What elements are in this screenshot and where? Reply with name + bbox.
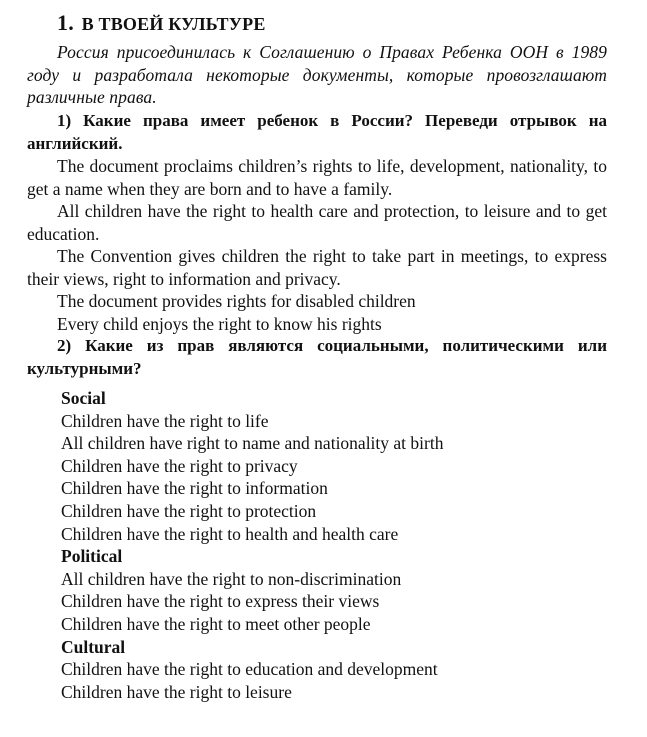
section-title: В ТВОЕЙ КУЛЬТУРЕ <box>81 14 266 34</box>
list-item: All children have the right to non-discrimination <box>61 568 402 589</box>
list-item: Children have the right to health and health care <box>61 523 399 544</box>
section-number: 1. <box>57 10 74 35</box>
translation-paragraph: The document provides rights for disabled children <box>57 291 416 311</box>
list-item: Children have the right to privacy <box>61 455 298 476</box>
intro-paragraph: Россия присоединилась к Соглашению о Правах Ребенка ООН в 1989 году и разработала некоторые документы, которые провозглашают различные права. <box>27 42 607 107</box>
translation-block <box>27 155 607 335</box>
translation-paragraph: The document proclaims children’s rights to life, development, nationality, to get a name when they are born and to have a family. <box>27 156 607 199</box>
list-item: Children have the right to information <box>61 478 328 499</box>
rights-categories <box>61 387 621 703</box>
translation-paragraph: Every child enjoys the right to know his rights <box>57 313 382 334</box>
category-political-title: Political <box>61 546 123 567</box>
category-social-title: Social <box>61 388 106 408</box>
section-heading <box>57 10 266 36</box>
translation-paragraph: All children have the right to health care and protection, to leisure and to get education. <box>27 201 607 244</box>
question-1: 1) Какие права имеет ребенок в России? Переведи отрывок на английский. <box>27 111 607 153</box>
list-item: Children have the right to life <box>61 410 269 431</box>
list-item: Children have the right to meet other people <box>61 613 371 634</box>
question-2: 2) Какие из прав являются социальными, политическими или культурными? <box>27 336 607 378</box>
list-item: All children have right to name and nationality at birth <box>61 433 444 454</box>
translation-paragraph: The Convention gives children the right to take part in meetings, to express their views, right to information and privacy. <box>27 246 607 289</box>
list-item: Children have the right to protection <box>61 500 317 521</box>
list-item: Children have the right to education and development <box>61 659 438 680</box>
category-cultural-title: Cultural <box>61 636 126 657</box>
list-item: Children have the right to express their views <box>61 591 380 612</box>
list-item: Children have the right to leisure <box>61 681 292 702</box>
